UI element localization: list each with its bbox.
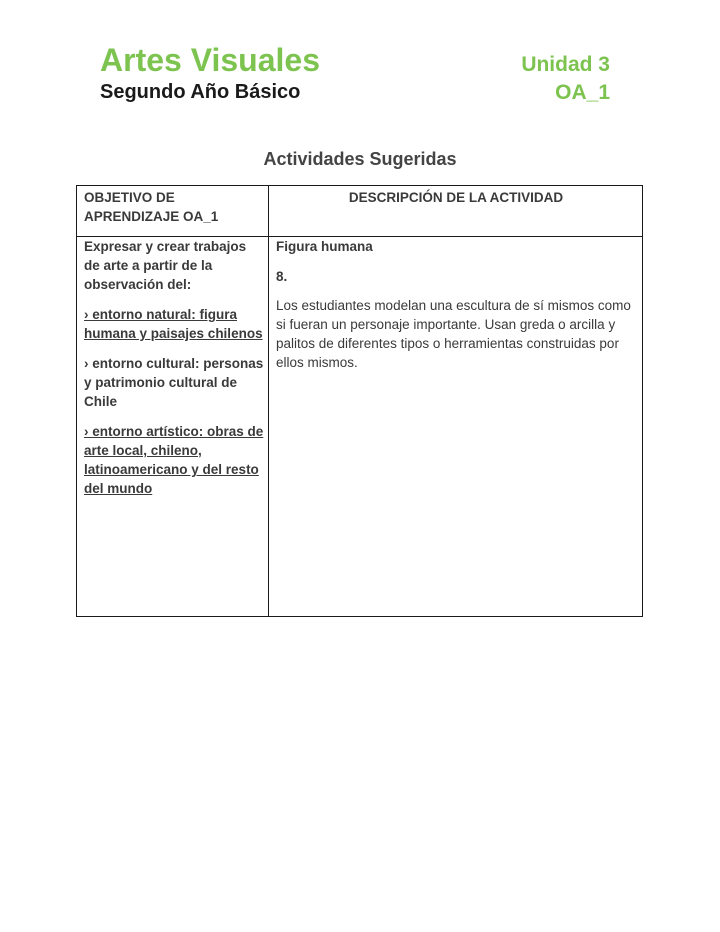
objective-item-natural: › entorno natural: figura humana y paisajes chilenos xyxy=(84,307,263,341)
oa-label: OA_1 xyxy=(555,81,610,104)
activity-number: 8. xyxy=(276,269,288,284)
column-divider xyxy=(268,186,269,616)
activity-title: Figura humana xyxy=(276,239,373,254)
activity-description: Los estudiantes modelan una escultura de sí mismos como si fueran un personaje importante. Usan greda o arcilla y palitos de diferentes tipos o herramientas construidas por ellos mismos. xyxy=(276,298,631,370)
objective-item-cultural: › entorno cultural: personas y patrimonio cultural de Chile xyxy=(84,356,264,409)
grade-subtitle: Segundo Año Básico xyxy=(100,81,301,103)
section-title: Actividades Sugeridas xyxy=(263,149,457,169)
objective-item-artistic: › entorno artístico: obras de arte local, chileno, latinoamericano y del resto del mundo xyxy=(84,424,264,496)
objective-column-header: OBJETIVO DE APRENDIZAJE OA_1 xyxy=(84,190,219,224)
activity-column-header: DESCRIPCIÓN DE LA ACTIVIDAD xyxy=(348,190,564,205)
activity-cell xyxy=(276,237,636,372)
objective-intro: Expresar y crear trabajos de arte a partir de la observación del: xyxy=(84,239,247,292)
page-header xyxy=(100,40,610,110)
objective-cell xyxy=(84,237,264,509)
unit-label: Unidad 3 xyxy=(521,53,610,76)
subject-title: Artes Visuales xyxy=(100,42,320,78)
activity-table xyxy=(76,185,643,617)
